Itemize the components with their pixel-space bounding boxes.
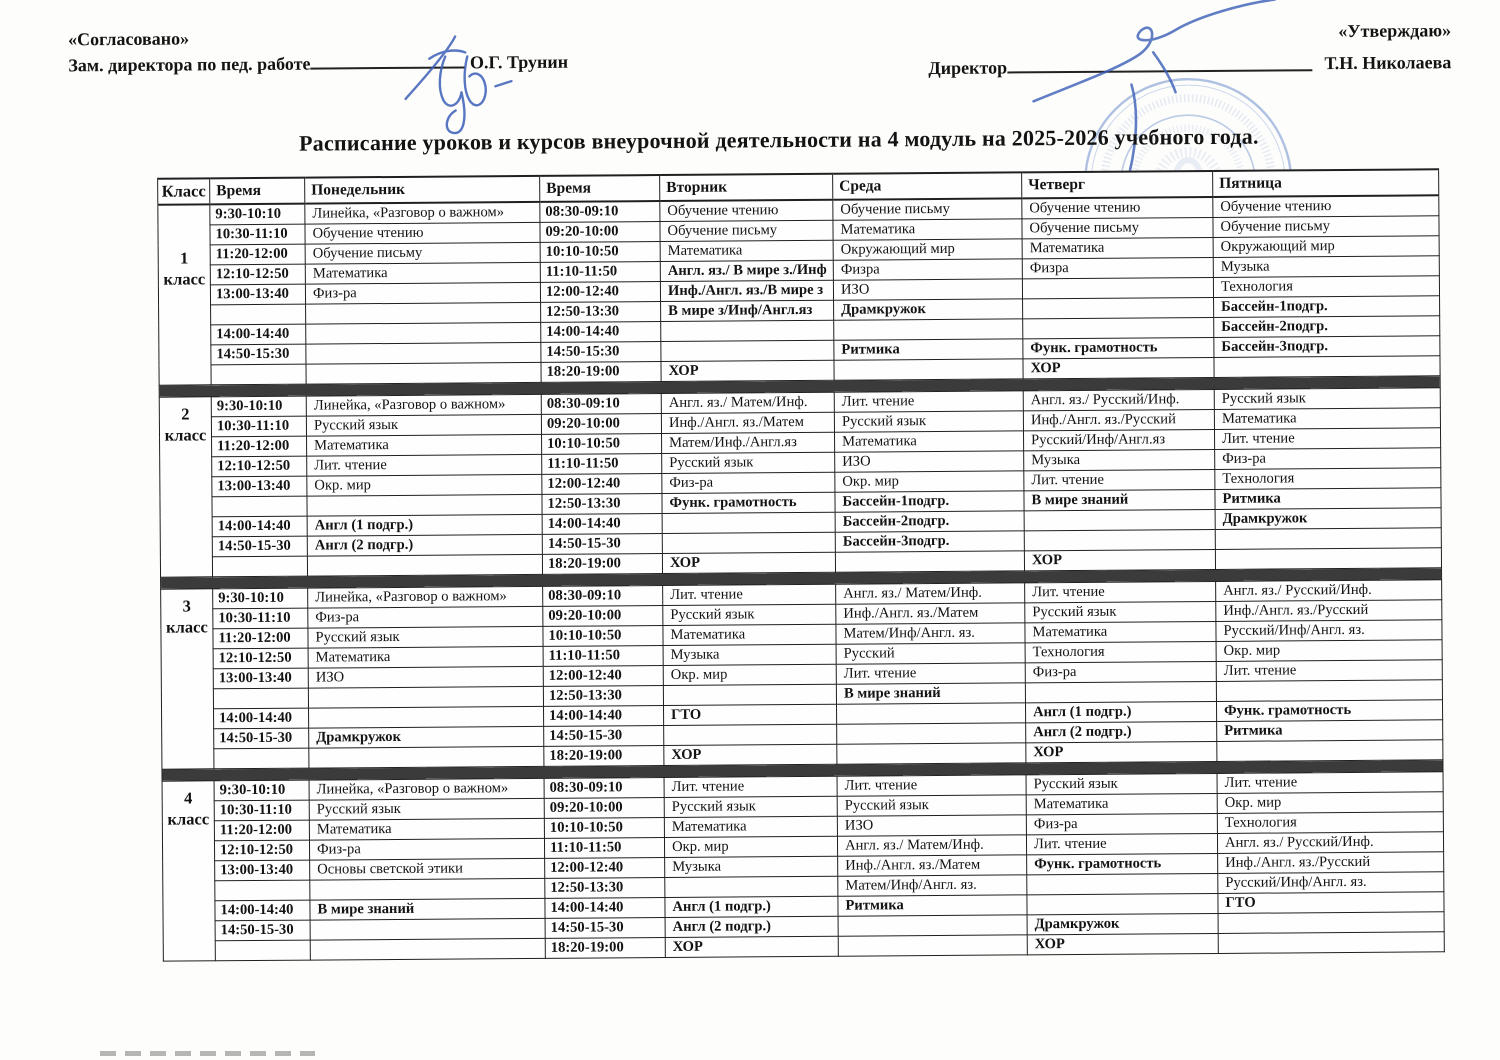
subject-cell: Физ-ра bbox=[305, 282, 540, 304]
subject-cell: Технология bbox=[1025, 641, 1216, 662]
subject-cell: Русский/Инф/Англ. яз. bbox=[1218, 872, 1444, 894]
subject-cell: ИЗО bbox=[308, 666, 543, 688]
class-label-cell bbox=[162, 781, 215, 961]
class-block-1 bbox=[158, 195, 1440, 385]
subject-cell bbox=[838, 915, 1027, 936]
time-cell: 12:00-12:40 bbox=[543, 666, 663, 687]
time-cell: 08:30-09:10 bbox=[541, 394, 661, 415]
subject-cell: Линейка, «Разговор о важном» bbox=[306, 394, 541, 416]
time-cell bbox=[211, 304, 306, 325]
time-cell: 08:30-09:10 bbox=[543, 586, 663, 607]
time-cell: 09:20-10:00 bbox=[540, 222, 660, 243]
subject-cell: Обучение письму bbox=[1213, 216, 1439, 238]
subject-cell bbox=[834, 359, 1023, 380]
subject-cell: Математика bbox=[309, 818, 544, 840]
subject-cell: Физ-ра bbox=[308, 606, 543, 628]
time-cell: 14:00-14:40 bbox=[215, 900, 310, 921]
time-cell: 10:10-10:50 bbox=[542, 434, 662, 455]
time-cell: 14:00-14:40 bbox=[545, 898, 665, 919]
subject-cell: Ритмика bbox=[1217, 720, 1443, 742]
time-cell: 12:50-13:30 bbox=[541, 302, 661, 323]
schedule-table bbox=[157, 168, 1445, 961]
subject-cell bbox=[834, 319, 1023, 340]
subject-cell: Обучение чтению bbox=[1022, 197, 1213, 219]
time-cell: 11:10-11:50 bbox=[543, 646, 663, 667]
time-cell: 13:00-13:40 bbox=[210, 284, 305, 305]
time-cell: 9:30-10:10 bbox=[210, 204, 305, 225]
schedule-table-wrap bbox=[157, 168, 1445, 961]
time-cell: 10:30-11:10 bbox=[214, 800, 309, 821]
subject-cell: Функ. грамотность bbox=[1027, 853, 1218, 874]
subject-cell: Англ. яз./ В мире з./Инф bbox=[660, 260, 833, 281]
time-cell: 14:00-14:40 bbox=[212, 516, 307, 537]
agreed-signature-row bbox=[68, 49, 568, 79]
subject-cell: Окр. мир bbox=[663, 664, 836, 685]
subject-cell: Технология bbox=[1213, 276, 1439, 298]
subject-cell bbox=[1215, 548, 1441, 570]
subject-cell bbox=[309, 746, 544, 768]
subject-cell: Англ (2 подгр.) bbox=[307, 534, 542, 556]
class-label-cell bbox=[161, 589, 214, 769]
time-cell bbox=[215, 940, 310, 961]
agreed-name: О.Г. Трунин bbox=[469, 51, 569, 73]
subject-cell bbox=[1022, 277, 1213, 298]
subject-cell: Бассейн-3подгр. bbox=[1214, 336, 1440, 358]
subject-cell bbox=[308, 686, 543, 708]
subject-cell: Обучение чтению bbox=[1213, 195, 1439, 217]
subject-cell: Русский язык bbox=[663, 604, 836, 625]
subject-cell: Лит. чтение bbox=[663, 584, 836, 605]
subject-cell: Окр. мир bbox=[307, 474, 542, 496]
subject-cell: Лит. чтение bbox=[1024, 469, 1215, 490]
class-block-2 bbox=[159, 388, 1441, 577]
time-cell: 14:50-15-30 bbox=[215, 920, 310, 941]
time-cell: 10:10-10:50 bbox=[544, 818, 664, 839]
subject-cell: Лит. чтение bbox=[307, 454, 542, 476]
class-number: 3 bbox=[182, 596, 191, 616]
subject-cell: Функ. грамотность bbox=[1023, 337, 1214, 358]
class-label-cell bbox=[159, 397, 212, 577]
subject-cell: Лит. чтение bbox=[1216, 660, 1442, 682]
subject-cell: Русский bbox=[836, 643, 1025, 664]
time-cell: 14:00-14:40 bbox=[544, 706, 664, 727]
time-cell bbox=[212, 496, 307, 517]
subject-cell: Математика bbox=[663, 624, 836, 645]
subject-cell: ИЗО bbox=[835, 451, 1024, 472]
time-cell: 18:20-19:00 bbox=[542, 554, 662, 575]
subject-cell: ХОР bbox=[1024, 549, 1215, 570]
subject-cell: Музыка bbox=[1024, 449, 1215, 470]
subject-cell bbox=[662, 512, 835, 533]
subject-cell: Окр. мир bbox=[1216, 640, 1442, 662]
subject-cell: Обучение письму bbox=[833, 198, 1022, 220]
time-cell: 14:00-14:40 bbox=[541, 322, 661, 343]
time-cell: 14:00-14:40 bbox=[542, 514, 662, 535]
subject-cell: Англ. яз./ Матем/Инф. bbox=[836, 583, 1025, 604]
time-cell: 11:20-12:00 bbox=[212, 436, 307, 457]
subject-cell: Лит. чтение bbox=[834, 391, 1023, 412]
column-header-monday: Понедельник bbox=[305, 176, 540, 204]
signature-line bbox=[1007, 53, 1312, 73]
signature-line bbox=[310, 51, 465, 70]
subject-cell: ХОР bbox=[664, 744, 837, 765]
time-cell: 18:20-19:00 bbox=[544, 746, 664, 767]
subject-cell: Функ. грамотность bbox=[1216, 700, 1442, 722]
subject-cell: Бассейн-1подгр. bbox=[835, 491, 1024, 512]
subject-cell bbox=[837, 723, 1026, 744]
subject-cell bbox=[664, 724, 837, 745]
time-cell bbox=[215, 880, 310, 901]
time-cell: 11:10-11:50 bbox=[540, 262, 660, 283]
subject-cell: Инф./Англ. яз./Матем bbox=[661, 412, 834, 433]
subject-cell bbox=[837, 743, 1026, 764]
subject-cell: ГТО bbox=[664, 704, 837, 725]
time-cell: 9:30-10:10 bbox=[211, 396, 306, 417]
subject-cell: Русский язык bbox=[1025, 601, 1216, 622]
subject-cell: Англ. яз./ Русский/Инф. bbox=[1023, 389, 1214, 410]
subject-cell: Русский язык bbox=[309, 798, 544, 820]
class-word: класс bbox=[166, 617, 208, 638]
class-block-3 bbox=[161, 580, 1443, 769]
subject-cell: Математика bbox=[308, 646, 543, 668]
subject-cell bbox=[306, 362, 541, 384]
subject-cell: Русский язык bbox=[306, 414, 541, 436]
time-cell: 18:20-19:00 bbox=[545, 938, 665, 959]
subject-cell: Математика bbox=[833, 219, 1022, 240]
time-cell bbox=[212, 556, 307, 577]
time-cell: 11:10-11:50 bbox=[542, 454, 662, 475]
subject-cell: Англ (1 подгр.) bbox=[307, 514, 542, 536]
subject-cell: ХОР bbox=[665, 936, 838, 957]
subject-cell: Англ. яз./ Матем/Инф. bbox=[661, 392, 834, 413]
subject-cell: Англ (1 подгр.) bbox=[665, 896, 838, 917]
time-cell: 12:50-13:30 bbox=[543, 686, 663, 707]
subject-cell: Инф./Англ. яз./В мире з bbox=[660, 280, 833, 301]
time-cell: 14:50-15-30 bbox=[545, 918, 665, 939]
subject-cell: Обучение письму bbox=[1022, 217, 1213, 238]
subject-cell bbox=[306, 342, 541, 364]
subject-cell: Окр. мир bbox=[664, 836, 837, 857]
subject-cell: ХОР bbox=[1023, 357, 1214, 378]
subject-cell: Русский/Инф/Англ. яз. bbox=[1216, 620, 1442, 642]
class-word: класс bbox=[167, 809, 210, 830]
time-cell: 12:10-12:50 bbox=[213, 648, 308, 669]
column-header-class: Класс bbox=[158, 178, 210, 204]
subject-cell: Лит. чтение bbox=[664, 776, 837, 797]
subject-cell: Функ. грамотность bbox=[662, 492, 835, 513]
subject-cell bbox=[307, 554, 542, 576]
time-cell: 11:20-12:00 bbox=[214, 820, 309, 841]
subject-cell: Англ (2 подгр.) bbox=[665, 916, 838, 937]
subject-cell: Физ-ра bbox=[1026, 813, 1217, 834]
subject-cell: ХОР bbox=[661, 360, 834, 381]
time-cell: 08:30-09:10 bbox=[540, 201, 660, 222]
subject-cell: Бассейн-1подгр. bbox=[1214, 296, 1440, 318]
time-cell: 10:30-11:10 bbox=[211, 416, 306, 437]
time-cell: 08:30-09:10 bbox=[544, 778, 664, 799]
subject-cell: Бассейн-2подгр. bbox=[1214, 316, 1440, 338]
subject-cell: Англ. яз./ Матем/Инф. bbox=[837, 835, 1026, 856]
time-cell: 10:10-10:50 bbox=[540, 242, 660, 263]
time-cell: 18:20-19:00 bbox=[541, 362, 661, 383]
time-cell bbox=[214, 748, 309, 769]
subject-cell: Драмкружок bbox=[309, 726, 544, 748]
time-cell: 12:50-13:30 bbox=[542, 494, 662, 515]
subject-cell: Технология bbox=[1217, 812, 1443, 834]
subject-cell: Русский язык bbox=[1214, 388, 1440, 410]
class-number: 2 bbox=[181, 404, 190, 424]
subject-cell: Музыка bbox=[665, 856, 838, 877]
time-cell: 12:10-12:50 bbox=[214, 840, 309, 861]
subject-cell bbox=[1218, 932, 1444, 954]
column-header-tuesday: Вторник bbox=[660, 174, 833, 201]
time-cell: 13:00-13:40 bbox=[212, 476, 307, 497]
subject-cell: Ритмика bbox=[1215, 488, 1441, 510]
time-cell: 09:20-10:00 bbox=[544, 798, 664, 819]
subject-cell: Русский язык bbox=[308, 626, 543, 648]
subject-cell: ИЗО bbox=[833, 279, 1022, 300]
subject-cell: ГТО bbox=[1218, 892, 1444, 914]
subject-cell: Инф./Англ. яз./Матем bbox=[836, 603, 1025, 624]
subject-cell: Ритмика bbox=[834, 339, 1023, 360]
subject-cell: Физ-ра bbox=[1215, 448, 1441, 470]
time-cell: 10:30-11:10 bbox=[213, 608, 308, 629]
subject-cell bbox=[306, 302, 541, 324]
subject-cell bbox=[1218, 912, 1444, 934]
subject-cell: Обучение чтению bbox=[305, 222, 540, 244]
subject-cell: Лит. чтение bbox=[1217, 772, 1443, 794]
column-header-thursday: Четверг bbox=[1022, 171, 1213, 198]
subject-cell bbox=[1024, 509, 1215, 530]
subject-cell: Инф./Англ. яз./Русский bbox=[1023, 409, 1214, 430]
subject-cell: Русский язык bbox=[662, 452, 835, 473]
time-cell: 14:00-14:40 bbox=[211, 324, 306, 345]
subject-cell: Инф./Англ. яз./Русский bbox=[1216, 600, 1442, 622]
subject-cell bbox=[1023, 297, 1214, 318]
subject-cell bbox=[835, 551, 1024, 572]
subject-cell: В мире знаний bbox=[310, 898, 545, 920]
subject-cell: Музыка bbox=[663, 644, 836, 665]
column-header-time-2: Время bbox=[540, 175, 660, 202]
subject-cell bbox=[1023, 317, 1214, 338]
approved-name: Т.Н. Николаева bbox=[1324, 52, 1452, 74]
subject-cell: ХОР bbox=[662, 552, 835, 573]
subject-cell: Математика bbox=[1214, 408, 1440, 430]
subject-cell: Матем/Инф/Англ. яз. bbox=[838, 875, 1027, 896]
subject-cell bbox=[1216, 680, 1442, 702]
class-label-cell bbox=[158, 204, 211, 385]
time-cell: 12:50-13:30 bbox=[545, 878, 665, 899]
subject-cell: ХОР bbox=[1026, 741, 1217, 762]
subject-cell: Драмкружок bbox=[1215, 508, 1441, 530]
time-cell bbox=[211, 364, 306, 385]
subject-cell: Инф./Англ. яз./Русский bbox=[1218, 852, 1444, 874]
subject-cell: Бассейн-3подгр. bbox=[835, 531, 1024, 552]
subject-cell: Инф./Англ. яз./Матем bbox=[838, 855, 1027, 876]
subject-cell: Русский язык bbox=[664, 796, 837, 817]
subject-cell bbox=[661, 340, 834, 361]
subject-cell: Линейка, «Разговор о важном» bbox=[309, 778, 544, 800]
subject-cell: Англ. яз./ Русский/Инф. bbox=[1217, 832, 1443, 854]
subject-cell: Физ-ра bbox=[662, 472, 835, 493]
time-cell: 14:50-15:30 bbox=[211, 344, 306, 365]
time-cell: 12:00-12:40 bbox=[542, 474, 662, 495]
subject-cell bbox=[665, 876, 838, 897]
subject-cell: Лит. чтение bbox=[1214, 428, 1440, 450]
subject-cell: Англ. яз./ Русский/Инф. bbox=[1216, 580, 1442, 602]
subject-cell: Физра bbox=[833, 259, 1022, 280]
subject-cell: ИЗО bbox=[837, 815, 1026, 836]
subject-cell: В мире знаний bbox=[836, 683, 1025, 704]
subject-cell bbox=[1027, 893, 1218, 914]
scan-artifact bbox=[100, 1051, 315, 1056]
subject-cell: Линейка, «Разговор о важном» bbox=[308, 586, 543, 608]
approved-block bbox=[928, 20, 1473, 79]
subject-cell: Русский язык bbox=[837, 795, 1026, 816]
subject-cell: ХОР bbox=[1027, 933, 1218, 954]
subject-cell: Окружающий мир bbox=[1213, 236, 1439, 258]
subject-cell bbox=[1217, 740, 1443, 762]
subject-cell: Окр. мир bbox=[835, 471, 1024, 492]
subject-cell: Математика bbox=[664, 816, 837, 837]
subject-cell: Русский язык bbox=[1026, 773, 1217, 794]
subject-cell: Драмкружок bbox=[1027, 913, 1218, 934]
subject-cell: Лит. чтение bbox=[1025, 581, 1216, 602]
subject-cell: Бассейн-2подгр. bbox=[835, 511, 1024, 532]
subject-cell: Математика bbox=[835, 431, 1024, 452]
subject-cell: Математика bbox=[307, 434, 542, 456]
column-header-friday: Пятница bbox=[1213, 169, 1439, 197]
subject-cell: Линейка, «Разговор о важном» bbox=[305, 202, 540, 224]
subject-cell: Физра bbox=[1022, 257, 1213, 278]
subject-cell: Музыка bbox=[1213, 256, 1439, 278]
subject-cell bbox=[309, 706, 544, 728]
time-cell: 09:20-10:00 bbox=[541, 414, 661, 435]
subject-cell bbox=[838, 935, 1027, 956]
subject-cell: Лит. чтение bbox=[837, 775, 1026, 796]
time-cell: 11:20-12:00 bbox=[213, 628, 308, 649]
subject-cell: Математика bbox=[1026, 793, 1217, 814]
time-cell: 13:00-13:40 bbox=[213, 668, 308, 689]
subject-cell bbox=[1025, 681, 1216, 702]
time-cell: 12:00-12:40 bbox=[545, 858, 665, 879]
subject-cell: Лит. чтение bbox=[836, 663, 1025, 684]
subject-cell bbox=[663, 684, 836, 705]
subject-cell: Физ-ра bbox=[309, 838, 544, 860]
time-cell: 14:50-15:30 bbox=[541, 342, 661, 363]
subject-cell bbox=[1024, 529, 1215, 550]
agreed-block bbox=[68, 23, 568, 79]
approved-label: «Утверждаю» bbox=[1338, 20, 1452, 42]
time-cell: 14:50-15-30 bbox=[544, 726, 664, 747]
subject-cell: Математика bbox=[660, 240, 833, 261]
subject-cell bbox=[310, 918, 545, 940]
subject-cell: Русский/Инф/Англ.яз bbox=[1023, 429, 1214, 450]
time-cell: 14:50-15-30 bbox=[542, 534, 662, 555]
time-cell: 13:00-13:40 bbox=[215, 860, 310, 881]
subject-cell bbox=[310, 878, 545, 900]
subject-cell bbox=[661, 320, 834, 341]
class-number: 4 bbox=[183, 788, 193, 808]
subject-cell bbox=[1215, 528, 1441, 550]
class-word: класс bbox=[163, 269, 206, 290]
time-cell: 09:20-10:00 bbox=[543, 606, 663, 627]
subject-cell: Математика bbox=[1022, 237, 1213, 258]
subject-cell bbox=[836, 703, 1025, 724]
time-cell bbox=[213, 688, 308, 709]
agreed-label: «Согласовано» bbox=[68, 28, 190, 50]
column-header-time-1: Время bbox=[210, 178, 305, 205]
approved-role: Директор bbox=[928, 57, 1008, 79]
subject-cell: Технология bbox=[1215, 468, 1441, 490]
subject-cell: Англ (2 подгр.) bbox=[1026, 721, 1217, 742]
agreed-role: Зам. директора по пед. работе bbox=[68, 53, 311, 76]
class-number: 1 bbox=[180, 248, 189, 268]
time-cell: 9:30-10:10 bbox=[213, 588, 308, 609]
page-title: Расписание уроков и курсов внеурочной деятельности на 4 модуль на 2025-2026 учебного года. bbox=[299, 123, 1259, 156]
time-cell: 12:00-12:40 bbox=[540, 282, 660, 303]
subject-cell: Основы светской этики bbox=[310, 858, 545, 880]
subject-cell: Окр. мир bbox=[1217, 792, 1443, 814]
subject-cell: Драмкружок bbox=[834, 299, 1023, 320]
subject-cell: Математика bbox=[1025, 621, 1216, 642]
subject-cell: Матем/Инф./Англ.яз bbox=[662, 432, 835, 453]
subject-cell: Обучение чтению bbox=[660, 200, 833, 222]
subject-cell: Матем/Инф/Англ. яз. bbox=[836, 623, 1025, 644]
subject-cell: Обучение письму bbox=[660, 220, 833, 241]
subject-cell: Англ (1 подгр.) bbox=[1025, 701, 1216, 722]
subject-cell: В мире з/Инф/Англ.яз bbox=[661, 300, 834, 321]
time-cell: 14:50-15-30 bbox=[214, 728, 309, 749]
time-cell: 10:10-10:50 bbox=[543, 626, 663, 647]
subject-cell bbox=[310, 938, 545, 960]
time-cell: 14:50-15-30 bbox=[212, 536, 307, 557]
time-cell: 14:00-14:40 bbox=[214, 708, 309, 729]
subject-cell bbox=[1214, 356, 1440, 378]
subject-cell: Обучение письму bbox=[305, 242, 540, 264]
class-block-4 bbox=[162, 772, 1444, 961]
subject-cell bbox=[306, 322, 541, 344]
subject-cell: Физ-ра bbox=[1025, 661, 1216, 682]
subject-cell: Русский язык bbox=[834, 411, 1023, 432]
time-cell: 11:10-11:50 bbox=[544, 838, 664, 859]
class-word: класс bbox=[164, 425, 207, 446]
subject-cell bbox=[1027, 873, 1218, 894]
subject-cell bbox=[307, 494, 542, 516]
time-cell: 12:10-12:50 bbox=[212, 456, 307, 477]
subject-cell: Ритмика bbox=[838, 895, 1027, 916]
time-cell: 11:20-12:00 bbox=[210, 244, 305, 265]
subject-cell: В мире знаний bbox=[1024, 489, 1215, 510]
subject-cell: Окружающий мир bbox=[833, 239, 1022, 260]
time-cell: 12:10-12:50 bbox=[210, 264, 305, 285]
subject-cell: Лит. чтение bbox=[1026, 833, 1217, 854]
time-cell: 9:30-10:10 bbox=[214, 780, 309, 801]
subject-cell: Математика bbox=[305, 262, 540, 284]
column-header-wednesday: Среда bbox=[833, 172, 1022, 199]
subject-cell bbox=[662, 532, 835, 553]
approved-signature-row bbox=[928, 53, 1312, 79]
time-cell: 10:30-11:10 bbox=[210, 224, 305, 245]
